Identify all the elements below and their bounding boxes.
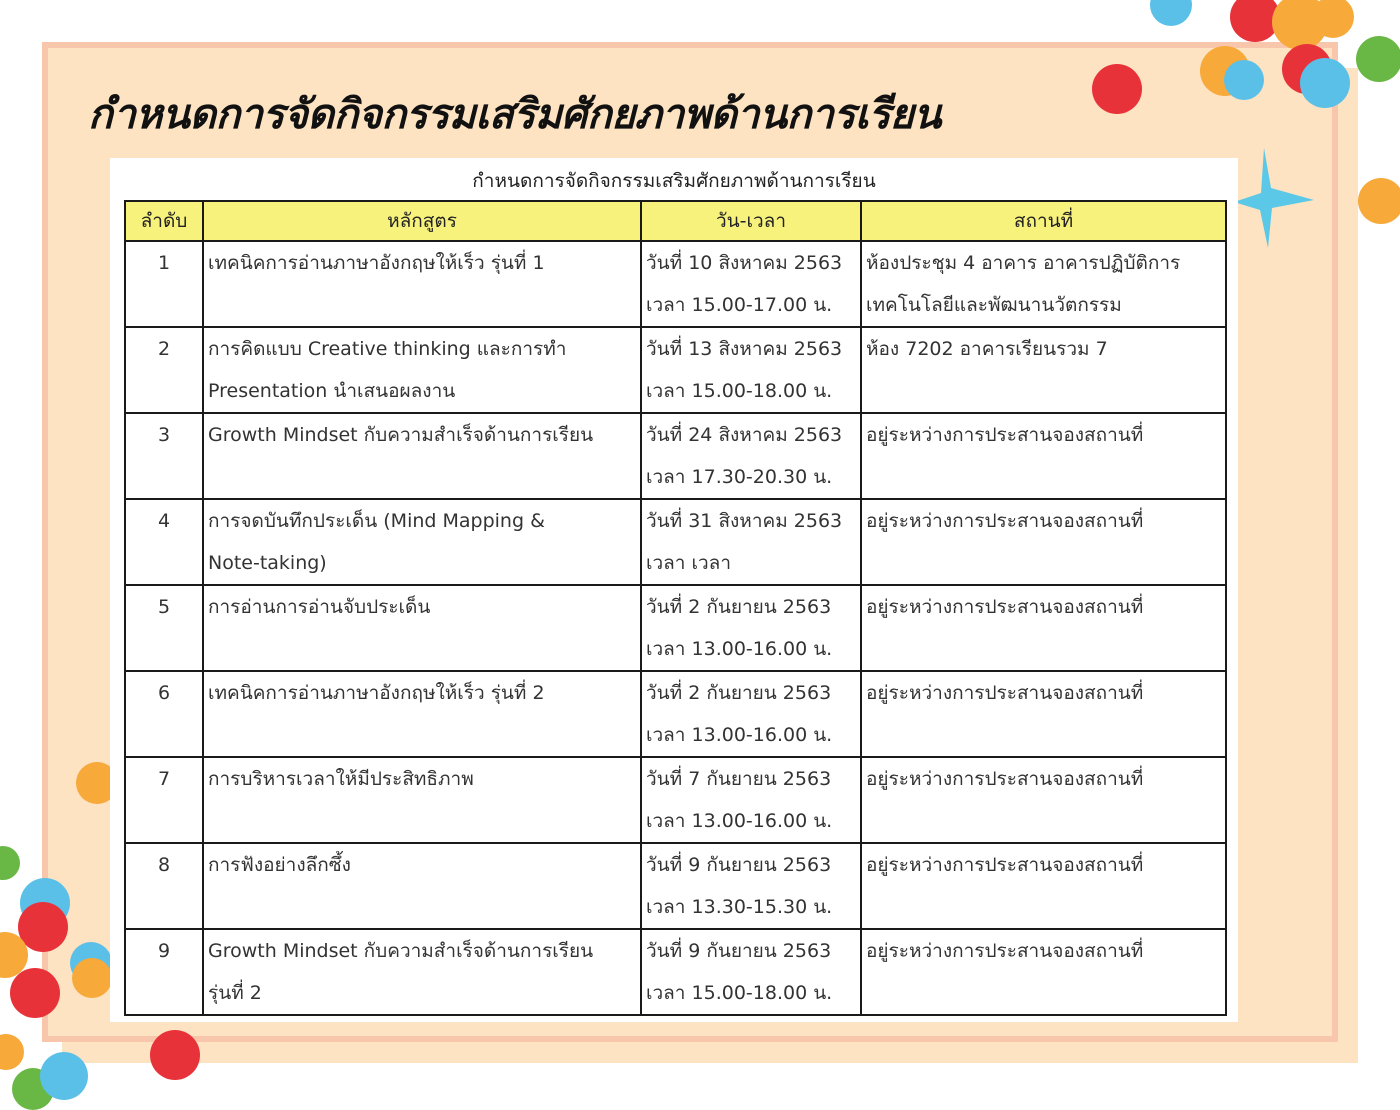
sparkle-star-icon bbox=[1234, 148, 1316, 248]
datetime-cell-line: เวลา 13.30-15.30 น. bbox=[646, 896, 833, 918]
venue-cell-line bbox=[866, 370, 1221, 412]
datetime-cell-line: วันที่ 9 กันยายน 2563 bbox=[646, 940, 832, 962]
row-number: 6 bbox=[125, 671, 203, 757]
confetti-dot bbox=[150, 1030, 200, 1080]
confetti-dot bbox=[1150, 0, 1192, 26]
datetime-cell bbox=[641, 241, 861, 327]
confetti-dot bbox=[1312, 0, 1354, 38]
datetime-cell-line: วันที่ 10 สิงหาคม 2563 bbox=[646, 252, 843, 274]
confetti-dot bbox=[1356, 36, 1400, 82]
datetime-cell-line: เวลา 15.00-18.00 น. bbox=[646, 380, 833, 402]
datetime-cell bbox=[641, 843, 861, 929]
datetime-cell bbox=[641, 929, 861, 1015]
confetti-dot bbox=[1224, 60, 1264, 100]
venue-cell-line bbox=[866, 800, 1221, 842]
confetti-dot bbox=[0, 846, 20, 880]
datetime-cell-line: เวลา เวลา bbox=[646, 552, 731, 574]
course-cell-line: การบริหารเวลาให้มีประสิทธิภาพ bbox=[208, 768, 474, 790]
datetime-cell bbox=[641, 499, 861, 585]
table-row bbox=[125, 757, 1226, 843]
course-cell-line: Growth Mindset กับความสำเร็จด้านการเรียน bbox=[208, 940, 594, 962]
course-cell bbox=[203, 499, 641, 585]
datetime-cell-line: เวลา 15.00-17.00 น. bbox=[646, 294, 833, 316]
table-row bbox=[125, 929, 1226, 1015]
row-number: 5 bbox=[125, 585, 203, 671]
confetti-dot bbox=[10, 968, 60, 1018]
venue-cell-line: อยู่ระหว่างการประสานจองสถานที่ bbox=[866, 854, 1144, 876]
page-title: กำหนดการจัดกิจกรรมเสริมศักยภาพด้านการเรียน bbox=[88, 90, 941, 138]
datetime-cell bbox=[641, 413, 861, 499]
venue-cell-line bbox=[866, 542, 1221, 584]
column-header-order: ลำดับ bbox=[125, 201, 203, 241]
venue-cell-line bbox=[866, 972, 1221, 1014]
venue-cell bbox=[861, 671, 1226, 757]
venue-cell-line: อยู่ระหว่างการประสานจองสถานที่ bbox=[866, 596, 1144, 618]
column-header-datetime: วัน-เวลา bbox=[641, 201, 861, 241]
datetime-cell bbox=[641, 671, 861, 757]
confetti-dot bbox=[1358, 178, 1400, 224]
venue-cell-line bbox=[866, 456, 1221, 498]
row-number: 1 bbox=[125, 241, 203, 327]
datetime-cell-line: เวลา 13.00-16.00 น. bbox=[646, 810, 833, 832]
datetime-cell-line: วันที่ 9 กันยายน 2563 bbox=[646, 854, 832, 876]
datetime-cell-line: วันที่ 31 สิงหาคม 2563 bbox=[646, 510, 843, 532]
confetti-dot bbox=[0, 1034, 24, 1070]
datetime-cell-line: วันที่ 7 กันยายน 2563 bbox=[646, 768, 832, 790]
datetime-cell-line: เวลา 15.00-18.00 น. bbox=[646, 982, 833, 1004]
venue-cell bbox=[861, 499, 1226, 585]
venue-cell-line bbox=[866, 714, 1221, 756]
venue-cell bbox=[861, 327, 1226, 413]
venue-cell-line: อยู่ระหว่างการประสานจองสถานที่ bbox=[866, 940, 1144, 962]
course-cell-line: เทคนิคการอ่านภาษาอังกฤษให้เร็ว รุ่นที่ 2 bbox=[208, 682, 545, 704]
venue-cell-line: อยู่ระหว่างการประสานจองสถานที่ bbox=[866, 424, 1144, 446]
course-cell-line: Growth Mindset กับความสำเร็จด้านการเรียน bbox=[208, 424, 594, 446]
course-cell-line bbox=[208, 714, 636, 756]
course-cell bbox=[203, 843, 641, 929]
course-cell-line bbox=[208, 886, 636, 928]
venue-cell bbox=[861, 413, 1226, 499]
course-cell-line: Note-taking) bbox=[208, 552, 327, 574]
course-cell-line: Presentation นำเสนอผลงาน bbox=[208, 380, 456, 402]
table-row bbox=[125, 499, 1226, 585]
course-cell bbox=[203, 327, 641, 413]
schedule-table bbox=[124, 200, 1227, 1016]
row-number: 9 bbox=[125, 929, 203, 1015]
datetime-cell-line: เวลา 17.30-20.30 น. bbox=[646, 466, 833, 488]
venue-cell-line: ห้องประชุม 4 อาคาร อาคารปฏิบัติการ bbox=[866, 252, 1181, 274]
course-cell bbox=[203, 585, 641, 671]
table-caption: กำหนดการจัดกิจกรรมเสริมศักยภาพด้านการเรียน bbox=[472, 170, 876, 192]
datetime-cell-line: เวลา 13.00-16.00 น. bbox=[646, 724, 833, 746]
course-cell-line: การคิดแบบ Creative thinking และการทำ bbox=[208, 338, 567, 360]
schedule-sheet bbox=[110, 158, 1238, 1022]
table-row bbox=[125, 671, 1226, 757]
venue-cell bbox=[861, 757, 1226, 843]
confetti-dot bbox=[1092, 64, 1142, 114]
confetti-dot bbox=[72, 958, 112, 998]
datetime-cell-line: เวลา 13.00-16.00 น. bbox=[646, 638, 833, 660]
course-cell-line bbox=[208, 628, 636, 670]
course-cell bbox=[203, 671, 641, 757]
table-row bbox=[125, 413, 1226, 499]
course-cell-line bbox=[208, 284, 636, 326]
course-cell-line bbox=[208, 800, 636, 842]
datetime-cell-line: วันที่ 24 สิงหาคม 2563 bbox=[646, 424, 843, 446]
venue-cell-line bbox=[866, 628, 1221, 670]
row-number: 2 bbox=[125, 327, 203, 413]
venue-cell bbox=[861, 929, 1226, 1015]
course-cell-line: เทคนิคการอ่านภาษาอังกฤษให้เร็ว รุ่นที่ 1 bbox=[208, 252, 545, 274]
course-cell-line: รุ่นที่ 2 bbox=[208, 982, 262, 1004]
confetti-dot bbox=[1300, 58, 1350, 108]
table-row bbox=[125, 843, 1226, 929]
table-row bbox=[125, 327, 1226, 413]
course-cell-line: การฟังอย่างลึกซึ้ง bbox=[208, 854, 351, 876]
course-cell-line bbox=[208, 456, 636, 498]
venue-cell-line: อยู่ระหว่างการประสานจองสถานที่ bbox=[866, 768, 1144, 790]
venue-cell bbox=[861, 241, 1226, 327]
datetime-cell bbox=[641, 585, 861, 671]
column-header-venue: สถานที่ bbox=[861, 201, 1226, 241]
datetime-cell-line: วันที่ 2 กันยายน 2563 bbox=[646, 682, 832, 704]
row-number: 4 bbox=[125, 499, 203, 585]
table-row bbox=[125, 241, 1226, 327]
venue-cell-line: ห้อง 7202 อาคารเรียนรวม 7 bbox=[866, 338, 1108, 360]
course-cell-line: การอ่านการอ่านจับประเด็น bbox=[208, 596, 431, 618]
confetti-dot bbox=[40, 1052, 88, 1100]
table-row bbox=[125, 585, 1226, 671]
venue-cell-line bbox=[866, 886, 1221, 928]
datetime-cell bbox=[641, 327, 861, 413]
course-cell bbox=[203, 413, 641, 499]
course-cell bbox=[203, 757, 641, 843]
datetime-cell-line: วันที่ 13 สิงหาคม 2563 bbox=[646, 338, 843, 360]
row-number: 7 bbox=[125, 757, 203, 843]
datetime-cell bbox=[641, 757, 861, 843]
course-cell bbox=[203, 241, 641, 327]
venue-cell bbox=[861, 843, 1226, 929]
course-cell bbox=[203, 929, 641, 1015]
datetime-cell-line: วันที่ 2 กันยายน 2563 bbox=[646, 596, 832, 618]
venue-cell-line: เทคโนโลยีและพัฒนานวัตกรรม bbox=[866, 294, 1122, 316]
row-number: 8 bbox=[125, 843, 203, 929]
venue-cell bbox=[861, 585, 1226, 671]
venue-cell-line: อยู่ระหว่างการประสานจองสถานที่ bbox=[866, 510, 1144, 532]
column-header-course: หลักสูตร bbox=[203, 201, 641, 241]
row-number: 3 bbox=[125, 413, 203, 499]
venue-cell-line: อยู่ระหว่างการประสานจองสถานที่ bbox=[866, 682, 1144, 704]
course-cell-line: การจดบันทึกประเด็น (Mind Mapping & bbox=[208, 510, 545, 532]
table-header-row bbox=[125, 201, 1226, 241]
